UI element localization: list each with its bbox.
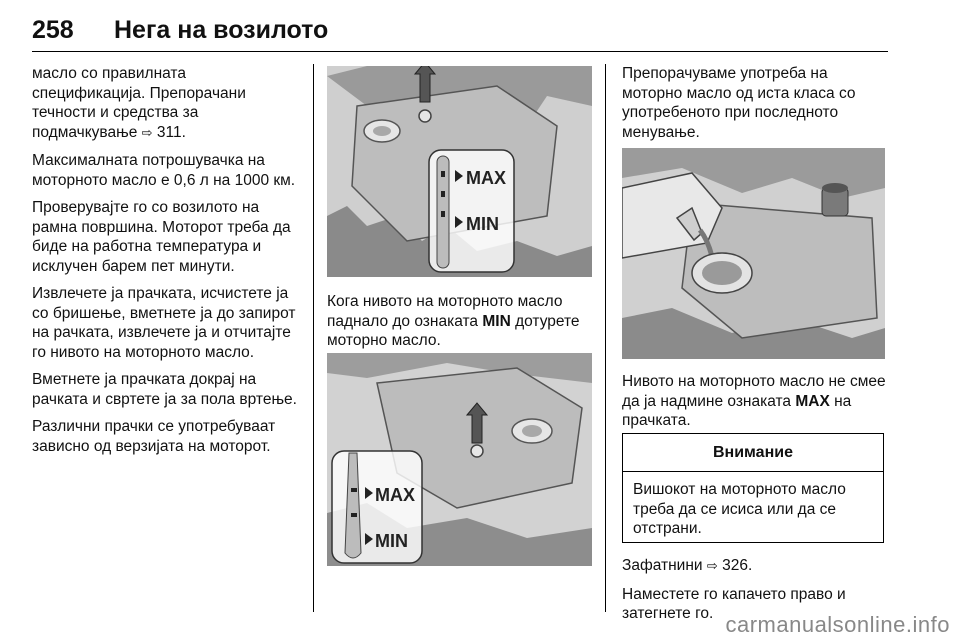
paragraph-oil-spec xyxy=(32,64,302,143)
column-right-middle xyxy=(622,372,887,439)
caption-text-end: дотурете моторно масло. xyxy=(327,312,580,349)
caption-min-mark: MIN xyxy=(482,312,511,330)
column-left xyxy=(32,64,302,464)
paragraph-max-level xyxy=(622,372,887,431)
page-header xyxy=(32,16,888,50)
max-mark-label: MAX xyxy=(466,168,506,188)
page-title: Нега на возилото xyxy=(114,16,329,44)
paragraph-text: Зафатнини xyxy=(622,557,703,574)
page-ref-arrow-icon: ⇨ xyxy=(706,559,718,574)
engine-illustration-2 xyxy=(327,353,592,566)
page-reference[interactable]: 311. xyxy=(156,123,186,141)
min-mark-label: MIN xyxy=(375,531,408,551)
page-ref-arrow-icon: ⇨ xyxy=(141,125,153,141)
caption-paragraph xyxy=(327,292,597,351)
page-number: 258 xyxy=(32,16,74,44)
header-rule xyxy=(32,51,888,52)
paragraph-cap-instruction: Наместете го капачето право и затегнете го. xyxy=(622,585,846,622)
min-mark-label: MIN xyxy=(466,214,499,234)
caption-text: Кога нивото на моторното масло паднало до ознаката xyxy=(327,293,563,330)
engine-illustration-1 xyxy=(327,66,592,277)
max-mark-text: MAX xyxy=(795,392,830,410)
oil-filling-illustration xyxy=(622,148,885,359)
paragraph-check-conditions: Проверувајте го со возилото на рамна површина. Моторот треба да биде на работна температура и исклучен барем пет минути. xyxy=(32,199,291,275)
paragraph-consumption: Максималната потрошувачка на моторното масло е 0,6 л на 1000 км. xyxy=(32,152,296,189)
paragraph-text: масло со правилната спецификација. Препорачани течности и средства за подмачкување xyxy=(32,65,246,141)
warning-body: Вишокот на моторното масло треба да се исиса или да се отстрани. xyxy=(633,481,846,537)
column-divider-right xyxy=(605,64,606,612)
paragraph-insert-dipstick: Вметнете ја прачката докрај на рачката и свртете ја за пола вртење. xyxy=(32,371,297,408)
watermark: carmanualsonline.info xyxy=(725,612,950,637)
column-divider-left xyxy=(313,64,314,612)
column-right-top xyxy=(622,64,887,150)
paragraph-dipstick-versions: Различни прачки се употребуваат зависно од верзијата на моторот. xyxy=(32,418,276,455)
figure-caption xyxy=(327,292,597,359)
paragraph-dipstick-procedure: Извлечете ја прачката, исчистете ја со бришење, вметнете ја до запирот на рачката, извлечете ја и отчитајте го нивото на моторното масло. xyxy=(32,285,296,361)
paragraph-capacities xyxy=(622,556,887,577)
engine-dipstick-figure-2 xyxy=(327,353,592,566)
warning-box xyxy=(622,433,884,543)
max-mark-label: MAX xyxy=(375,485,415,505)
oil-filling-figure xyxy=(622,148,885,359)
paragraph-text: Нивото на моторното масло не смее да ја надмине ознаката xyxy=(622,373,886,410)
warning-title: Внимание xyxy=(623,434,883,472)
page-reference[interactable]: 326. xyxy=(722,557,753,574)
engine-dipstick-figure-1 xyxy=(327,66,592,277)
paragraph-oil-recommendation: Препорачуваме употреба на моторно масло од иста класа со употребеното при последното менување. xyxy=(622,65,856,141)
paragraph-text-end: на прачката. xyxy=(622,392,852,429)
